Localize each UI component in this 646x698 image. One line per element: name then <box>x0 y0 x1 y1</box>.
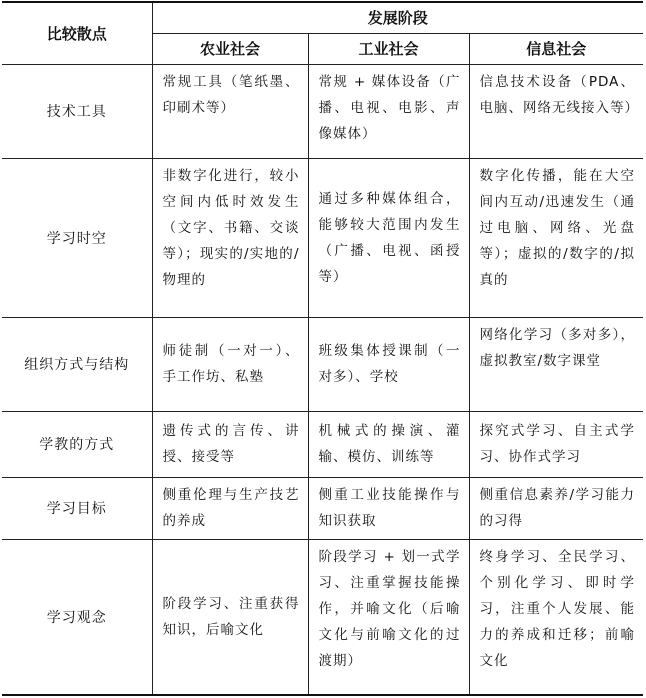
table-cell: 机械式的操演、灌输、模仿、训练等 <box>308 411 469 477</box>
column-header-agriculture: 农业社会 <box>152 33 308 64</box>
table-row-teaching-method <box>2 411 643 477</box>
comparison-table <box>2 1 643 696</box>
column-header-information: 信息社会 <box>469 33 643 64</box>
table-cell: 信息技术设备（PDA、电脑、网络无线接入等） <box>469 64 643 158</box>
table-cell: 通过多种媒体组合，能够较大范围内发生（广播、电视、函授等） <box>308 158 469 317</box>
table-row-concepts <box>2 539 643 695</box>
table-row-time-space <box>2 158 643 317</box>
table-cell: 常规 + 媒体设备（广播、电视、电影、声像媒体） <box>308 64 469 158</box>
table-cell: 遗传式的言传、讲授、接受等 <box>152 411 308 477</box>
row-label: 技术工具 <box>2 64 152 158</box>
table-cell: 阶段学习、注重获得知识，后喻文化 <box>152 539 308 695</box>
table-cell: 阶段学习 + 划一式学习、注重掌握技能操作，并喻文化（后喻文化与前喻文化的过渡期） <box>308 539 469 695</box>
header-row-top <box>2 2 643 33</box>
column-header-industry: 工业社会 <box>308 33 469 64</box>
table-cell: 网络化学习（多对多），虚拟教室/数字课堂 <box>469 317 643 411</box>
row-label: 学习目标 <box>2 477 152 539</box>
table-row-tools <box>2 64 643 158</box>
table-cell: 数字化传播，能在大空间内互动/迅速发生（通过电脑、网络、光盘等）；虚拟的/数字的/拟真的 <box>469 158 643 317</box>
table-cell: 侧重信息素养/学习能力的习得 <box>469 477 643 539</box>
row-label: 组织方式与结构 <box>2 317 152 411</box>
table-row-goals <box>2 477 643 539</box>
table-cell: 非数字化进行，较小空间内低时效发生（文字、书籍、交谈等）；现实的/实地的/物理的 <box>152 158 308 317</box>
table-cell: 侧重伦理与生产技艺的养成 <box>152 477 308 539</box>
group-header: 发展阶段 <box>152 2 643 33</box>
table-cell: 侧重工业技能操作与知识获取 <box>308 477 469 539</box>
table-cell: 班级集体授课制（一对多）、学校 <box>308 317 469 411</box>
row-label: 学习时空 <box>2 158 152 317</box>
row-label: 学习观念 <box>2 539 152 695</box>
table-cell: 常规工具（笔纸墨、印刷术等） <box>152 64 308 158</box>
corner-header: 比较散点 <box>2 2 152 64</box>
row-label: 学教的方式 <box>2 411 152 477</box>
table-cell: 探究式学习、自主式学习、协作式学习 <box>469 411 643 477</box>
table-cell: 终身学习、全民学习、个别化学习、即时学习，注重个人发展、能力的养成和迁移；前喻文化 <box>469 539 643 695</box>
table-row-organization <box>2 317 643 411</box>
table-cell: 师徒制（一对一）、手工作坊、私塾 <box>152 317 308 411</box>
